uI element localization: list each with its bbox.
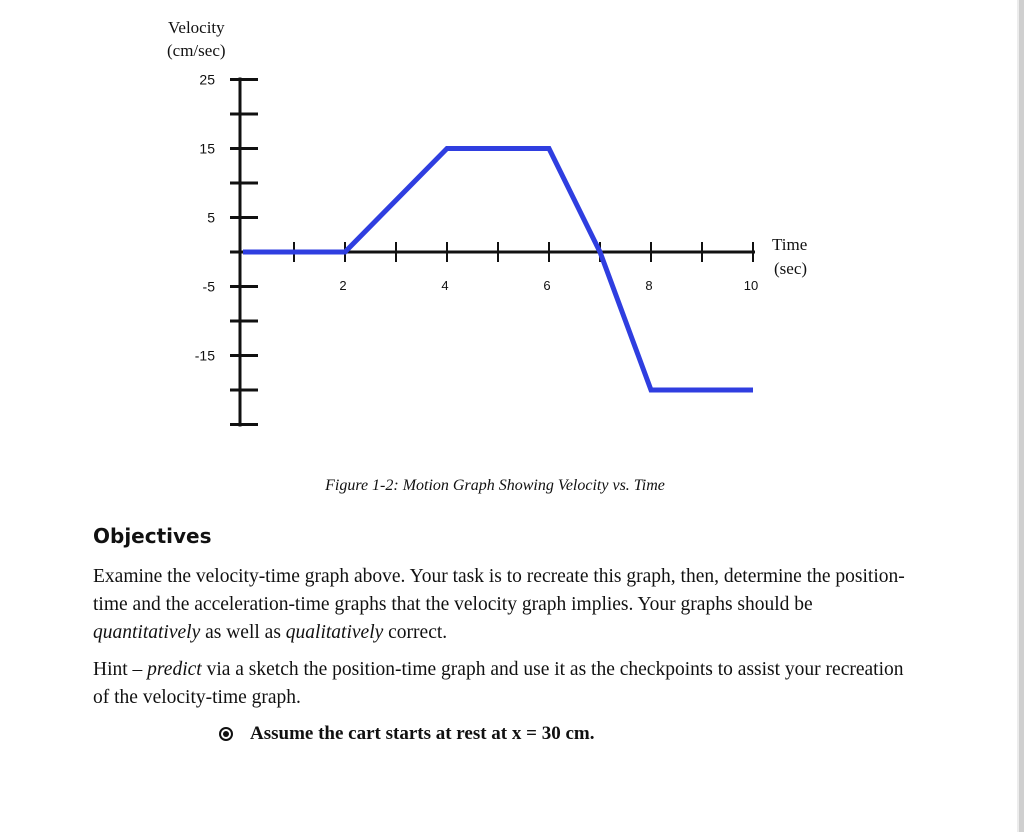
para2-emphasis-predict: predict — [147, 659, 202, 680]
para2-text-2: via a sketch the position-time graph and use it as the checkpoints to assist your recreation of the velocity-time graph. — [93, 659, 904, 708]
objectives-heading: Objectives — [93, 524, 212, 548]
y-tick-label: 25 — [199, 71, 215, 88]
y-axis-label-line1: Velocity — [168, 18, 225, 37]
para1-text-2: as well as — [200, 622, 286, 643]
series-group — [243, 149, 753, 391]
para1-text-1: Examine the velocity-time graph above. Your task is to recreate this graph, then, determine the position-time and the acceleration-time graphs that the velocity graph implies. Your graphs should be — [93, 566, 905, 615]
x-axis-label-line2: (sec) — [774, 259, 808, 278]
y-tick-label: 5 — [207, 209, 215, 226]
double-circle-bullet-icon — [219, 727, 233, 741]
x-tick-label: 4 — [441, 278, 449, 293]
y-tick-label: -5 — [202, 278, 215, 295]
para2-text-1: Hint – — [93, 659, 148, 680]
x-tick-label: 6 — [543, 278, 551, 293]
x-axis-label-line1: Time — [772, 235, 808, 254]
velocity-series-line — [243, 149, 753, 391]
para1-emphasis-qualitatively: qualitatively — [285, 622, 384, 643]
y-tick-label: -15 — [194, 347, 215, 364]
assumption-bullet — [219, 723, 594, 745]
tick-labels — [195, 72, 758, 364]
y-axis-label-line2: (cm/sec) — [167, 41, 226, 60]
figure-caption: Figure 1-2: Motion Graph Showing Velocity vs. Time — [325, 477, 665, 494]
assumption-text: Assume the cart starts at rest at x = 30 cm. — [250, 723, 595, 744]
para1-emphasis-quantitatively: quantitatively — [93, 622, 201, 643]
x-tick-label: 2 — [339, 278, 347, 293]
x-tick-label: 10 — [743, 278, 759, 293]
objectives-paragraph — [93, 563, 923, 647]
x-tick-label: 8 — [645, 278, 653, 293]
para1-text-3: correct. — [383, 622, 448, 643]
hint-paragraph — [93, 656, 923, 712]
y-tick-label: 15 — [199, 140, 215, 157]
